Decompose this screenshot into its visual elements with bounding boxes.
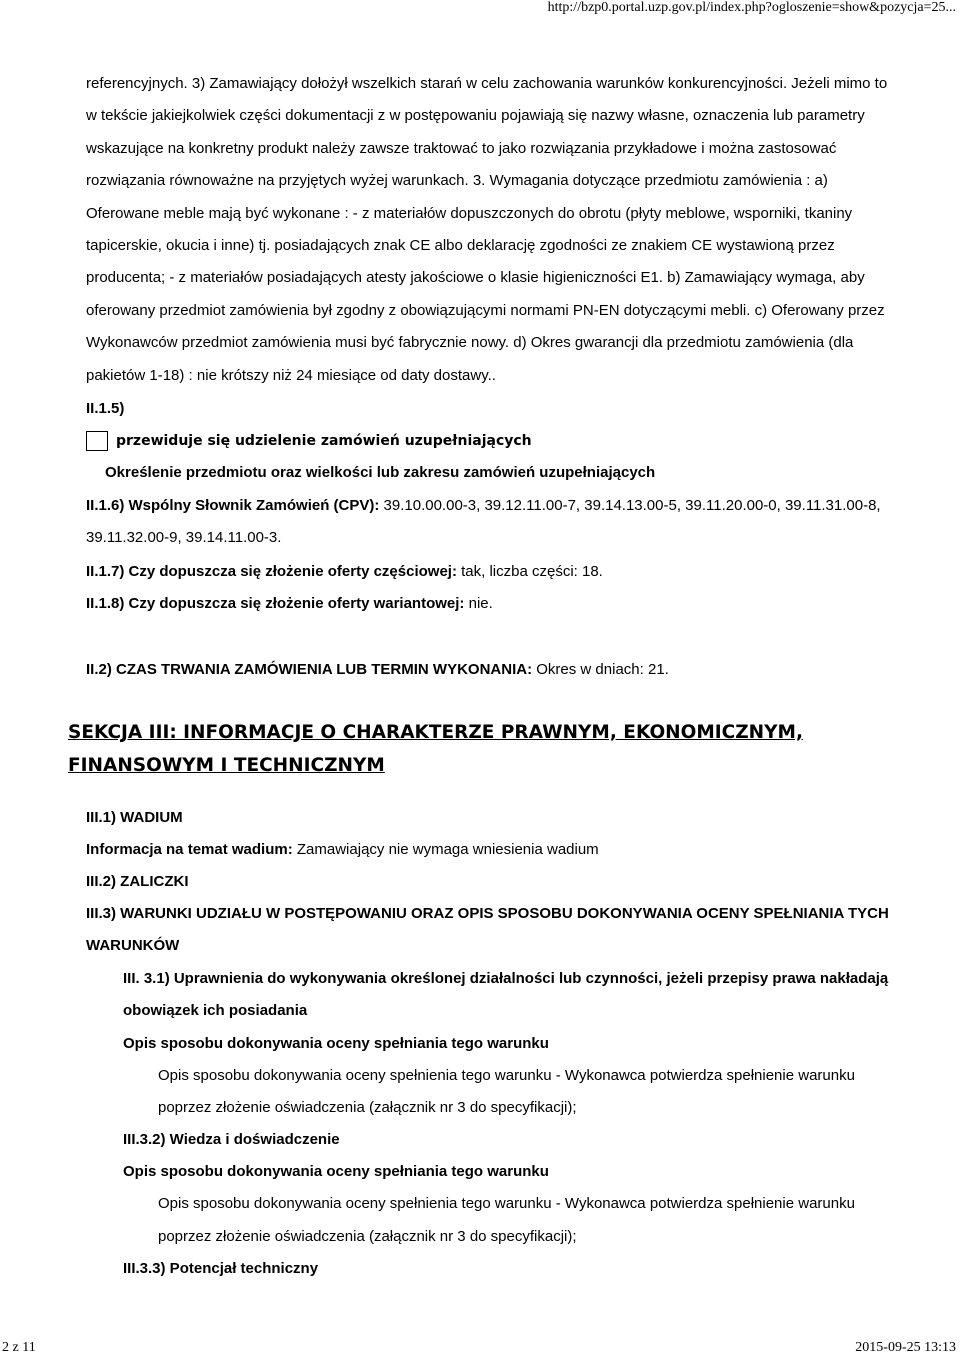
page-number: 2 z 11 <box>2 1340 36 1355</box>
supplementary-orders-label: przewiduje się udzielenie zamówień uzupełniających <box>116 433 532 450</box>
contract-duration-value: Okres w dniach: 21. <box>532 660 669 678</box>
section-ii-1-5-heading: II.1.5) <box>86 400 125 418</box>
print-timestamp: 2015-09-25 13:13 <box>855 1340 956 1355</box>
uprawnienia-heading: III. 3.1) Uprawnienia do wykonywania określonej działalności lub czynności, jeżeli przepisy prawa nakładają obowiązek ich posiadania <box>123 969 889 1020</box>
wiedza-evaluation-text: Opis sposobu dokonywania oceny spełnienia tego warunku - Wykonawca potwierdza spełnienie warunku poprzez złożenie oświadczenia (załącznik nr 3 do specyfikacji); <box>158 1195 855 1245</box>
wiedza-heading: III.3.2) Wiedza i doświadczenie <box>123 1131 340 1149</box>
partial-offers <box>86 556 894 588</box>
wadium-info <box>86 834 894 866</box>
wadium-heading: III.1) WADIUM <box>86 808 183 826</box>
conditions-heading: III.3) WARUNKI UDZIAŁU W POSTĘPOWANIU ORAZ OPIS SPOSOBU DOKONYWANIA OCENY SPEŁNIANIA TYCH WARUNKÓW <box>86 904 889 955</box>
section-iii-heading: SEKCJA III: INFORMACJE O CHARAKTERZE PRAWNYM, EKONOMICZNYM, FINANSOWYM I TECHNICZNYM <box>68 721 803 776</box>
zaliczki-heading: III.2) ZALICZKI <box>86 872 189 890</box>
variant-offers-value: nie. <box>464 594 493 612</box>
wiedza-evaluation-heading: Opis sposobu dokonywania oceny spełniania tego warunku <box>123 1163 549 1181</box>
supplementary-scope-heading: Określenie przedmiotu oraz wielkości lub zakresu zamówień uzupełniających <box>105 464 656 482</box>
cpv-label: II.1.6) Wspólny Słownik Zamówień (CPV): <box>86 497 380 515</box>
cpv-codes <box>86 490 894 555</box>
partial-offers-value: tak, liczba części: 18. <box>456 562 603 580</box>
print-url-header: http://bzp0.portal.uzp.gov.pl/index.php?ogloszenie=show&pozycja=25... <box>547 0 956 15</box>
contract-duration <box>86 654 894 686</box>
description-paragraph: referencyjnych. 3) Zamawiający dołożył wszelkich starań w celu zachowania warunków konkurencyjności. Jeżeli mimo to w tekście jakiejkolwiek części dokumentacji z w postępowaniu pojawiają się nazwy własne, oznaczenia lub parametry wskazujące na konkretny produkt należy zawsze traktować to jako rozwiązania przykładowe i można zastosować rozwiązania równoważne na przyjętych wyżej warunkach. 3. Wymagania dotyczące przedmiotu zamówienia : a) Oferowane meble mają być wykonane : - z materiałów dopuszczonych do obrotu (płyty meblowe, wsporniki, tkaniny tapicerskie, okucia i inne) tj. posiadających znak CE albo deklarację zgodności ze znakiem CE wystawioną przez producenta; - z materiałów posiadających atesty jakościowe o klasie higieniczności E1. b) Zamawiający wymaga, aby oferowany przedmiot zamówienia był zgodny z obowiązującymi normami PN-EN dotyczącymi mebli. c) Oferowany przez Wykonawców przedmiot zamówienia musi być fabrycznie nowy. d) Okres gwarancji dla przedmiotu zamówienia (dla pakietów 1-18) : nie krótszy niż 24 miesiące od daty dostawy.. <box>86 75 888 384</box>
uprawnienia-evaluation-heading: Opis sposobu dokonywania oceny spełniania tego warunku <box>123 1034 549 1052</box>
supplementary-orders-checkbox[interactable] <box>86 431 108 451</box>
variant-offers <box>86 588 894 620</box>
partial-offers-label: II.1.7) Czy dopuszcza się złożenie oferty częściowej: <box>86 562 457 580</box>
contract-duration-label: II.2) CZAS TRWANIA ZAMÓWIENIA LUB TERMIN WYKONANIA: <box>86 660 533 678</box>
wadium-info-label: Informacja na temat wadium: <box>86 840 293 858</box>
variant-offers-label: II.1.8) Czy dopuszcza się złożenie oferty wariantowej: <box>86 594 465 612</box>
potencjal-heading: III.3.3) Potencjał techniczny <box>123 1260 319 1278</box>
wadium-info-value: Zamawiający nie wymaga wniesienia wadium <box>292 840 599 858</box>
supplementary-orders-checkbox-row <box>86 427 894 455</box>
notice-content <box>68 68 894 1285</box>
uprawnienia-evaluation-text: Opis sposobu dokonywania oceny spełnienia tego warunku - Wykonawca potwierdza spełnienie warunku poprzez złożenie oświadczenia (załącznik nr 3 do specyfikacji); <box>158 1066 855 1116</box>
cpv-value: 39.10.00.00-3, 39.12.11.00-7, 39.14.13.00-5, 39.11.20.00-0, 39.11.31.00-8, 39.11.32.00-9, 39.14.11.00-3. <box>86 497 881 547</box>
